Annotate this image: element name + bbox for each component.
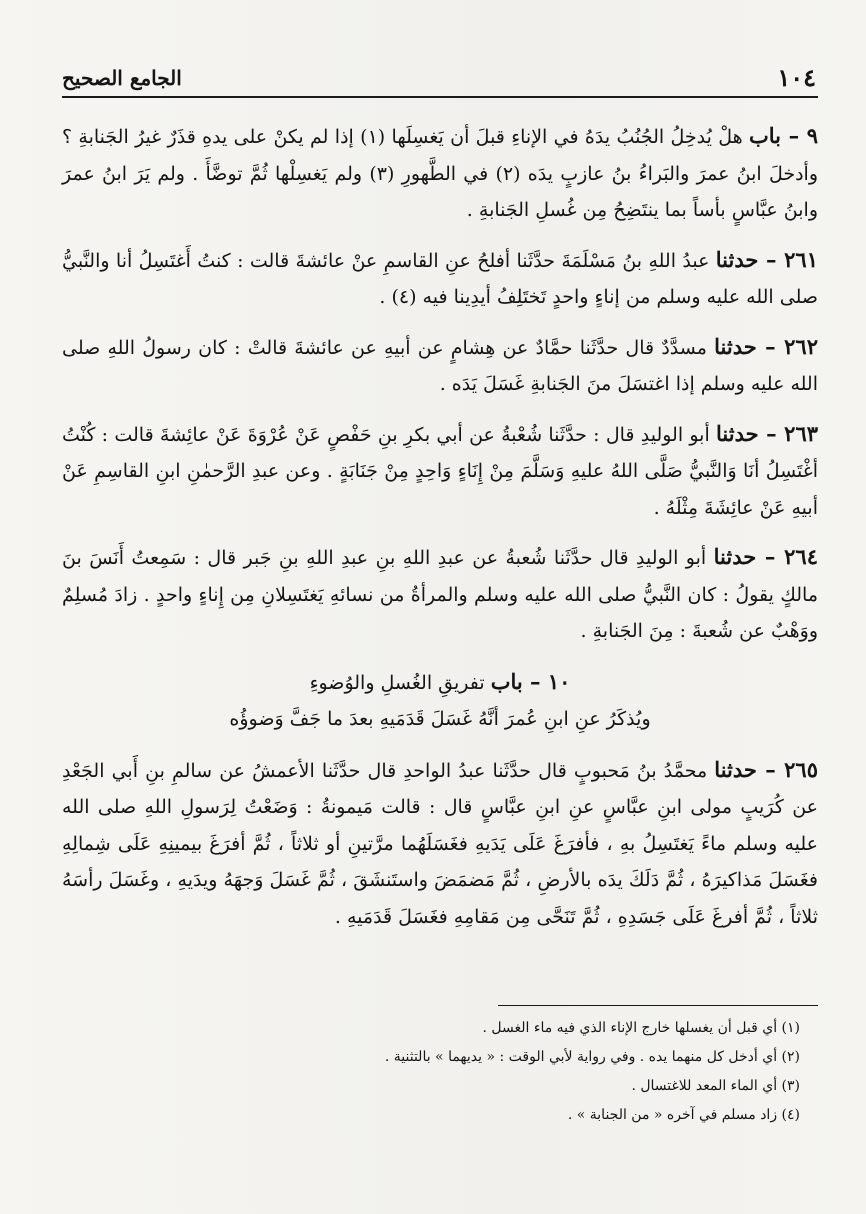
hadith-263 [62, 416, 818, 527]
bab-10-label: ١٠ – باب [490, 668, 571, 694]
bab-9-paragraph [62, 118, 818, 229]
footnote-separator [498, 1005, 818, 1006]
bab-9-label: ٩ – باب [749, 123, 818, 148]
hadith-262 [62, 329, 818, 403]
hadith-265 [62, 752, 818, 936]
page-number: ١٠٤ [777, 63, 816, 92]
hadith-264-text: أبو الوليدِ قال حدَّثَنا شُعبةُ عن عبدِ اللهِ بنِ عبدِ اللهِ بنِ جَبر قال : سَمِعتُ أَنَسَ بنَ مالكٍ يقولُ : كان النَّبيُّ صلى الله عليه وسلم والمرأةُ من نسائهِ يَغتَسِلانِ مِن إِناءٍ واحدٍ . زادَ مُسلِمٌ ووَهْبٌ عن شُعبةَ : مِنَ الجَنابةِ . [62, 547, 818, 642]
bab-10-heading [62, 664, 818, 702]
hadith-261-text: عبدُ اللهِ بنُ مَسْلَمَةَ حدَّثَنا أفلحُ عنِ القاسمِ عنْ عائشةَ قالت : كنتُ أَغتَسِلُ أنا والنَّبيُّ صلى الله عليه وسلم من إناءٍ واحدٍ تَختَلِفُ أيدِينا فيه (٤) . [62, 249, 818, 308]
footnote-2: (٢) أي أدخل كل منهما يده . وفي رواية لأبي الوقت : « يديهما » بالتثنية . [384, 1049, 800, 1065]
footnote-1: (١) أي قبل أن يغسلها خارج الإناء الذي فيه ماء الغسل . [482, 1020, 800, 1036]
hadith-263-label: ٢٦٣ – حدثنا [716, 420, 819, 446]
hadith-264-label: ٢٦٤ – حدثنا [713, 544, 818, 569]
hadith-261-label: ٢٦١ – حدثنا [715, 246, 818, 272]
hadith-262-text: مسدَّدٌ قال حدَّثَنا حمَّادٌ عن هِشامٍ عن أبيهِ عن عائشةَ قالتْ : كان رسولُ اللهِ صلى الله عليه وسلم إذا اغتسَلَ منَ الجَنابةِ غَسَلَ يَدَه . [62, 336, 818, 395]
hadith-261 [62, 242, 818, 316]
hadith-263-text: أبو الوليدِ قال : حدَّثَنا شُعْبةُ عن أبي بكرِ بنِ حَفْصٍ عَنْ عُرْوَةَ عَنْ عائِشةَ قالت : كُنْتُ أغْتَسِلُ أنَا وَالنَّبيُّ صَلَّى اللهُ عليهِ وَسَلَّمَ مِنْ إِنَاءٍ وَاحِدٍ مِنْ جَنَابَةٍ . وعن عبدِ الرَّحمٰنِ ابنِ القاسِمِ عَنْ أبيهِ عَنْ عائِشَةَ مِثْلَهُ . [62, 423, 818, 519]
hadith-265-label: ٢٦٥ – حدثنا [714, 756, 818, 782]
hadith-262-label: ٢٦٢ – حدثنا [714, 333, 818, 359]
hadith-265-text: محمَّدُ بنُ مَحبوبٍ قال حدَّثَنا عبدُ الواحدِ قال حدَّثَنا الأعمشُ عن سالمِ بنِ أَبي الجَعْدِ عن كُرَيبٍ مولى ابنِ عبَّاسٍ عنِ ابنِ عبَّاسٍ قال : قالت مَيمونةُ : وَضَعْتُ لِرَسولِ اللهِ صلى الله عليه وسلم ماءً يَغتَسِلُ بهِ ، فأفرَغَ عَلَى يَدَيهِ فغَسَلَهُما مرَّتينِ أو ثلاثاً ، ثُمَّ أفرَغَ بيمينِهِ عَلَى شِمالِهِ فغَسَلَ مَذاكيرَهُ ، ثُمَّ دَلَكَ يدَه بالأرضِ ، ثُمَّ مَضمَضَ واستَنشَقَ ، ثُمَّ غَسَلَ وَجهَهُ ويدَيهِ ، وغَسَلَ رأسَهُ ثلاثاً ، ثُمَّ أفرغَ عَلَى جَسَدِهِ ، ثُمَّ تَنَحَّى مِن مَقامِهِ فغَسَلَ قَدَمَيهِ . [62, 759, 818, 928]
footnote-3: (٣) أي الماء المعد للاغتسال . [631, 1078, 800, 1094]
bab-9-text: هلْ يُدخِلُ الجُنُبُ يدَهُ في الإناءِ قبلَ أن يَغسِلَها (١) إذا لم يكنْ على يدهِ قذَرٌ غيرُ الجَنابةِ ؟ وأدخلَ ابنُ عمرَ والبَراءُ بنُ عازبٍ يدَه (٢) في الطَّهورِ (٣) ولم يَغسِلْها ثُمَّ توضَّأَ . ولم يَرَ ابنُ عمرَ وابنُ عبَّاسٍ بأساً بما ينتَضِحُ مِن غُسلِ الجَنابةِ . [62, 126, 819, 221]
bab-10-title: تفريقِ الغُسلِ والوُضوءِ [309, 671, 485, 694]
hadith-264 [62, 539, 818, 650]
page-header [62, 52, 818, 98]
running-title: الجامع الصحيح [62, 66, 182, 90]
bab-10-subtitle: ويُذكَرُ عنِ ابنِ عُمرَ أنَّهُ غَسَلَ قَدَمَيهِ بعدَ ما جَفَّ وَضوؤُه [229, 708, 651, 730]
footnotes [62, 1014, 818, 1130]
main-text [62, 118, 818, 948]
footnote-4: (٤) زاد مسلم في آخره « من الجنابة » . [567, 1107, 800, 1123]
